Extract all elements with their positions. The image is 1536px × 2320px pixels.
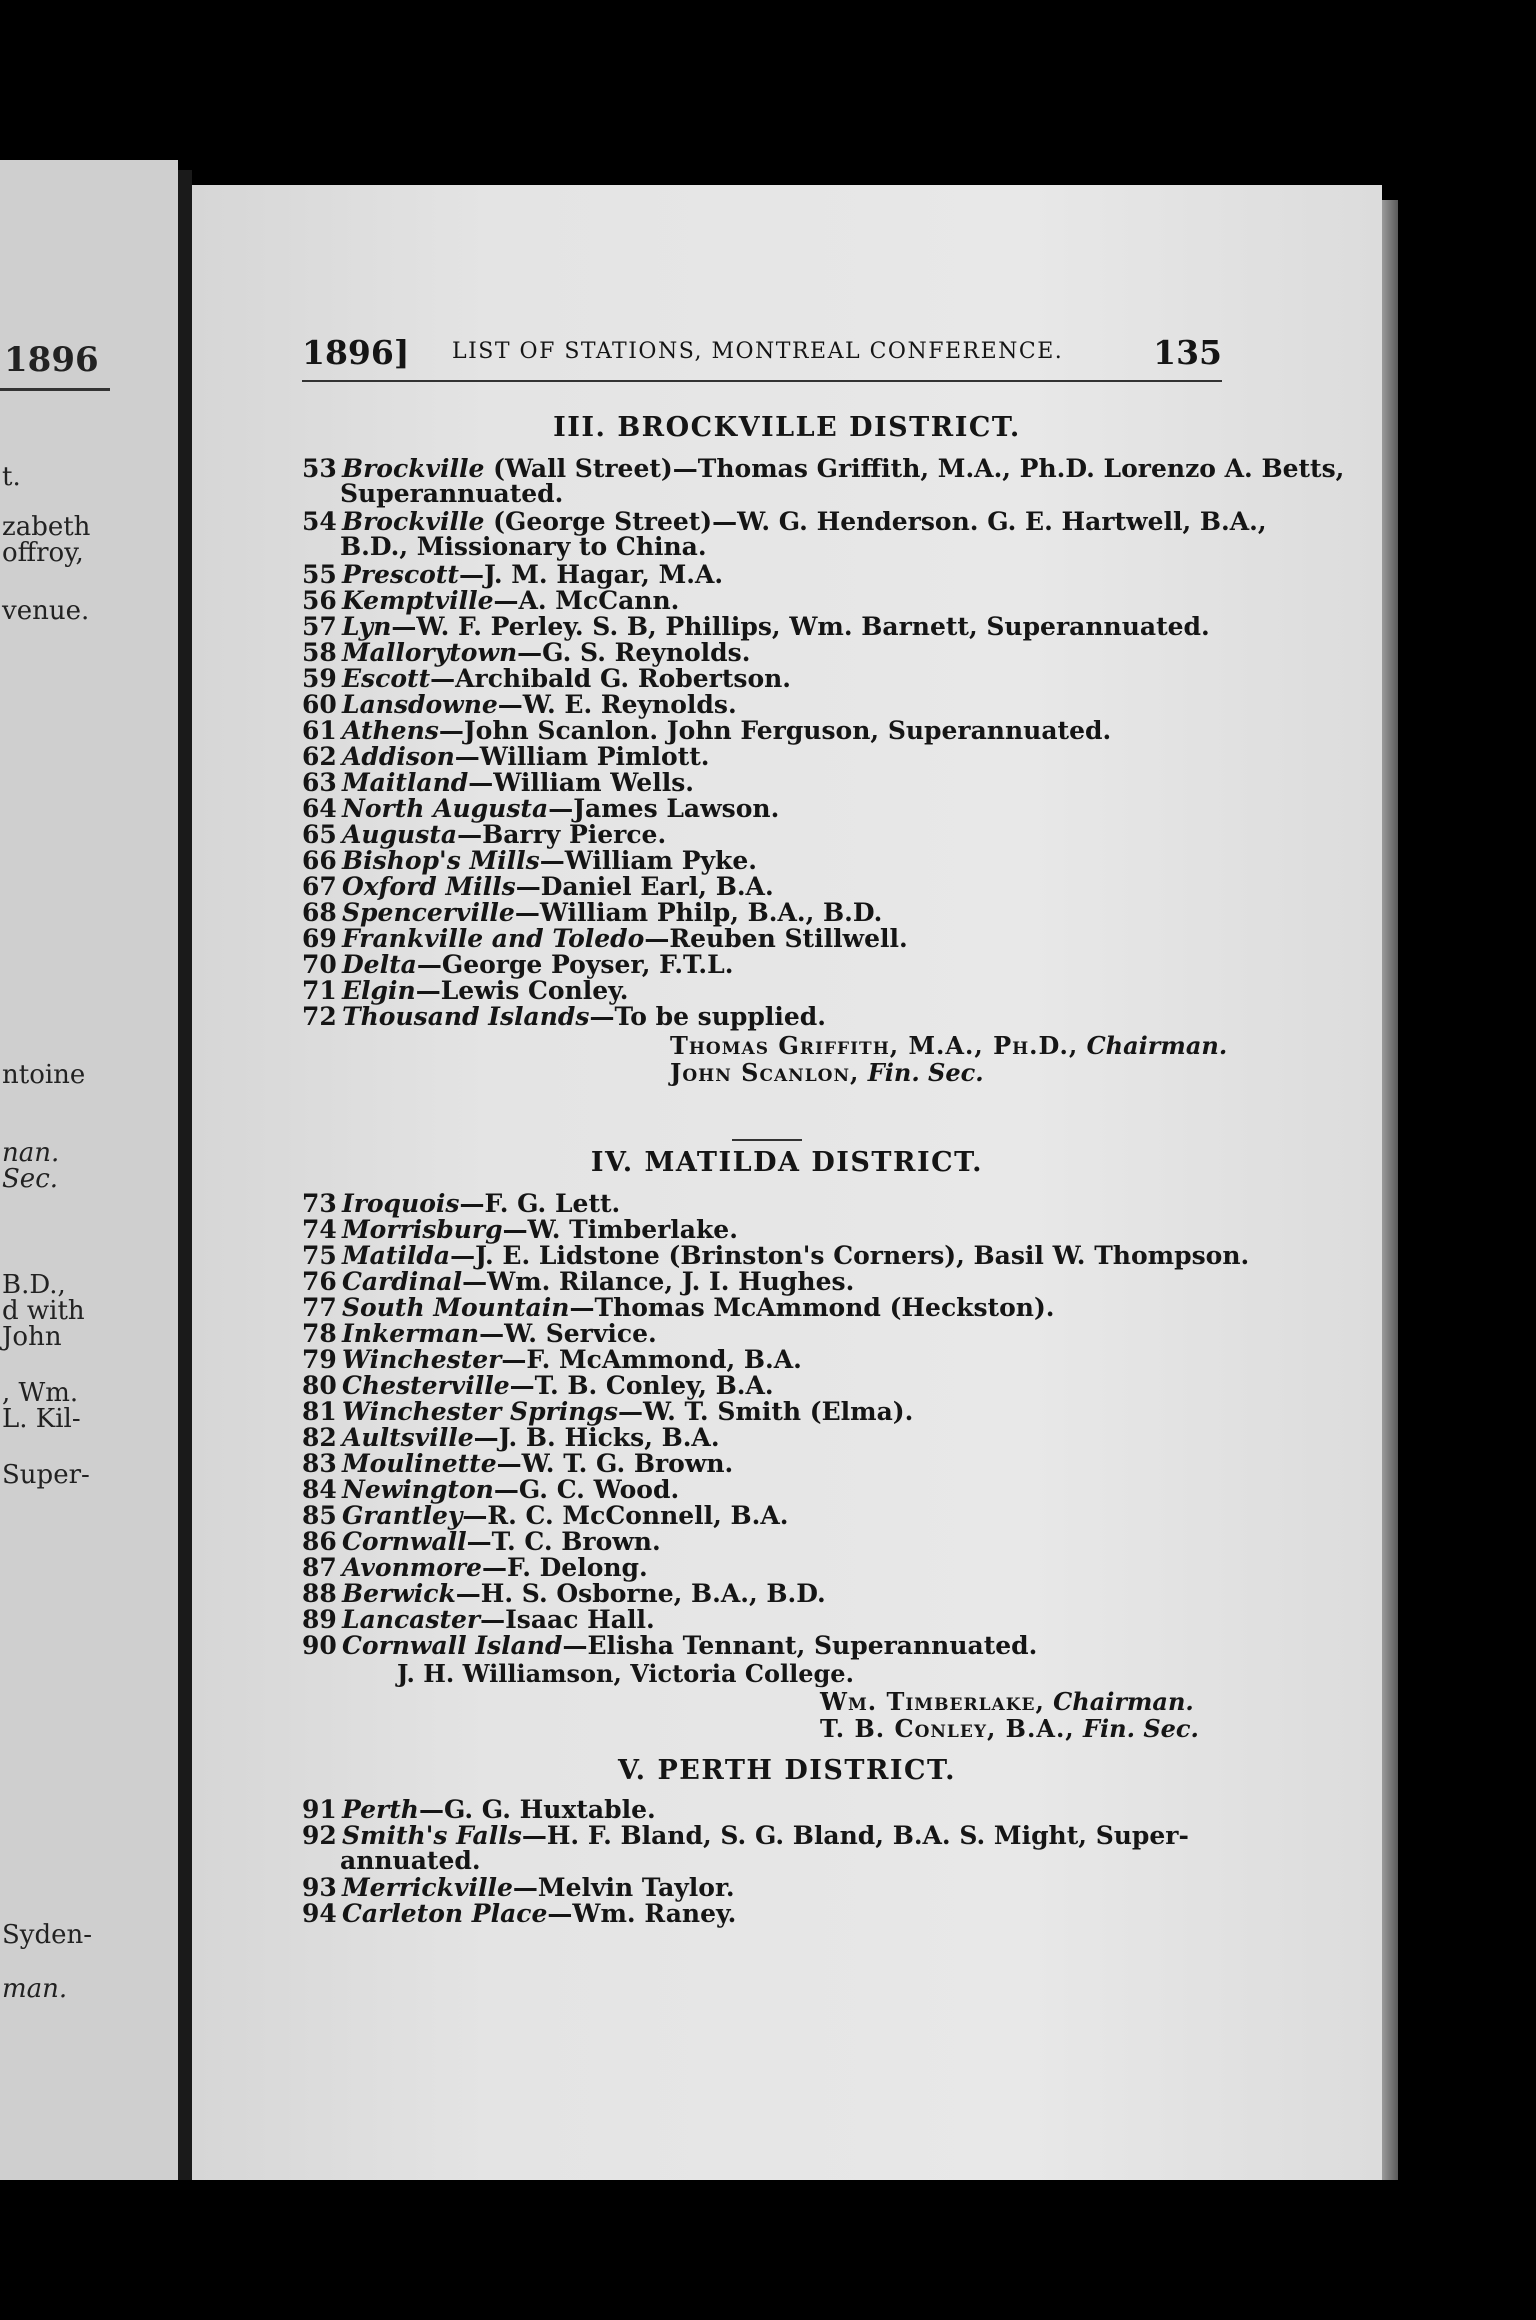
left-fragment: d with bbox=[2, 1296, 85, 1326]
station-entry bbox=[302, 1823, 1232, 1873]
entry-text: —William Pimlott. bbox=[454, 742, 710, 771]
entry-place: Smith's Falls bbox=[342, 1821, 522, 1850]
entry-number: 61 bbox=[302, 716, 337, 745]
station-entry bbox=[302, 1373, 1232, 1398]
entry-number: 66 bbox=[302, 846, 337, 875]
entry-number: 94 bbox=[302, 1899, 337, 1928]
left-fragment: venue. bbox=[2, 596, 90, 626]
entry-text: —W. E. Reynolds. bbox=[497, 690, 737, 719]
header-title: LIST OF STATIONS, MONTREAL CONFERENCE. bbox=[452, 339, 1064, 364]
entry-number: 88 bbox=[302, 1579, 337, 1608]
entry-place: Cornwall bbox=[342, 1527, 467, 1556]
entry-number: 56 bbox=[302, 586, 337, 615]
entry-continuation: B.D., Missionary to China. bbox=[340, 532, 707, 561]
entry-place: Grantley bbox=[342, 1501, 463, 1530]
entry-number: 64 bbox=[302, 794, 337, 823]
signature-role: Fin. Sec. bbox=[867, 1058, 984, 1087]
entry-text: —Lewis Conley. bbox=[415, 976, 629, 1005]
station-entry bbox=[302, 1477, 1232, 1502]
entry-text: (George Street)—W. G. Henderson. G. E. Hartwell, B.A., bbox=[484, 507, 1267, 536]
entry-number: 74 bbox=[302, 1215, 337, 1244]
entry-number: 55 bbox=[302, 560, 337, 589]
entry-place: Cornwall Island bbox=[342, 1631, 563, 1660]
entry-number: 81 bbox=[302, 1397, 337, 1426]
signature-fin-sec bbox=[820, 1714, 1199, 1743]
entry-text: —W. T. Smith (Elma). bbox=[617, 1397, 914, 1426]
left-page-header-rule bbox=[0, 388, 110, 391]
entry-text: —W. F. Perley. S. B, Phillips, Wm. Barnett, Superannuated. bbox=[391, 612, 1210, 641]
entry-number: 80 bbox=[302, 1371, 337, 1400]
station-entry bbox=[302, 744, 1232, 769]
entry-number: 84 bbox=[302, 1475, 337, 1504]
station-entry bbox=[302, 1555, 1232, 1580]
entry-number: 53 bbox=[302, 454, 337, 483]
entry-number: 83 bbox=[302, 1449, 337, 1478]
entry-number: 89 bbox=[302, 1605, 337, 1634]
entry-number: 54 bbox=[302, 507, 337, 536]
entry-text: —R. C. McConnell, B.A. bbox=[462, 1501, 789, 1530]
entry-place: Kemptville bbox=[342, 586, 494, 615]
left-page-fragment bbox=[0, 160, 178, 2180]
entry-text: —H. F. Bland, S. G. Bland, B.A. S. Might, Super- bbox=[521, 1821, 1189, 1850]
station-entry bbox=[302, 926, 1232, 951]
entry-number: 87 bbox=[302, 1553, 337, 1582]
entry-number: 75 bbox=[302, 1241, 337, 1270]
entry-text: —Wm. Raney. bbox=[547, 1899, 737, 1928]
entry-place: Oxford Mills bbox=[342, 872, 516, 901]
left-fragment: man. bbox=[2, 1974, 68, 2004]
station-entry bbox=[302, 978, 1232, 1003]
signature-name: Thomas Griffith, M.A., Ph.D., bbox=[670, 1031, 1079, 1060]
entry-text: —H. S. Osborne, B.A., B.D. bbox=[455, 1579, 826, 1608]
entry-place: Perth bbox=[342, 1795, 419, 1824]
entry-text: (Wall Street)—Thomas Griffith, M.A., Ph.D. Lorenzo A. Betts, bbox=[484, 454, 1345, 483]
station-entry bbox=[302, 770, 1232, 795]
section-divider bbox=[732, 1139, 802, 1141]
entry-text: —Archibald G. Robertson. bbox=[430, 664, 792, 693]
entry-text: —Melvin Taylor. bbox=[512, 1873, 735, 1902]
entry-text: —William Pyke. bbox=[539, 846, 757, 875]
station-entry bbox=[302, 718, 1232, 743]
entry-text: —Daniel Earl, B.A. bbox=[515, 872, 774, 901]
entry-number: 65 bbox=[302, 820, 337, 849]
entry-text: —G. G. Huxtable. bbox=[418, 1795, 656, 1824]
entry-number: 77 bbox=[302, 1293, 337, 1322]
station-entry bbox=[302, 1901, 1232, 1926]
entry-text: —John Scanlon. John Ferguson, Superannuated. bbox=[438, 716, 1112, 745]
entry-text: —George Poyser, F.T.L. bbox=[416, 950, 734, 979]
entry-place: North Augusta bbox=[342, 794, 549, 823]
station-entry bbox=[302, 692, 1232, 717]
entry-number: 71 bbox=[302, 976, 337, 1005]
station-entry bbox=[302, 822, 1232, 847]
station-entry bbox=[302, 1241, 1250, 1270]
entry-place: Matilda bbox=[342, 1241, 451, 1270]
signature-name: Wm. Timberlake, bbox=[820, 1687, 1045, 1716]
station-entry bbox=[302, 614, 1232, 639]
entry-place: Escott bbox=[342, 664, 431, 693]
entry-number: 92 bbox=[302, 1821, 337, 1850]
entry-text: —Reuben Stillwell. bbox=[644, 924, 908, 953]
entry-text: —J. E. Lidstone (Brinston's Corners), Basil W. Thompson. bbox=[450, 1241, 1250, 1270]
entry-text: —James Lawson. bbox=[548, 794, 780, 823]
station-entry bbox=[302, 1004, 1232, 1029]
entry-place: Lyn bbox=[342, 612, 392, 641]
station-entry bbox=[302, 848, 1232, 873]
signature-name: John Scanlon, bbox=[670, 1058, 860, 1087]
entry-text: —J. B. Hicks, B.A. bbox=[473, 1423, 720, 1452]
entry-place: Iroquois bbox=[342, 1189, 460, 1218]
entry-text: —W. T. G. Brown. bbox=[496, 1449, 734, 1478]
district-note: J. H. Williamson, Victoria College. bbox=[397, 1659, 854, 1688]
entry-place: South Mountain bbox=[342, 1293, 570, 1322]
left-fragment: offroy, bbox=[2, 538, 84, 568]
entry-place: Prescott bbox=[342, 560, 459, 589]
header-year: 1896] bbox=[302, 333, 410, 372]
signature-name: T. B. Conley, B.A., bbox=[820, 1714, 1075, 1743]
left-fragment: John bbox=[2, 1322, 62, 1352]
entry-number: 86 bbox=[302, 1527, 337, 1556]
entry-place: Mallorytown bbox=[342, 638, 518, 667]
entry-text: —Barry Pierce. bbox=[457, 820, 667, 849]
station-entry bbox=[302, 1347, 1232, 1372]
entry-number: 79 bbox=[302, 1345, 337, 1374]
entry-text: —J. M. Hagar, M.A. bbox=[458, 560, 724, 589]
entry-number: 57 bbox=[302, 612, 337, 641]
entry-text: —To be supplied. bbox=[589, 1002, 826, 1031]
entry-place: Athens bbox=[342, 716, 439, 745]
district-heading: III. BROCKVILLE DISTRICT. bbox=[553, 412, 1021, 443]
entry-number: 85 bbox=[302, 1501, 337, 1530]
entry-place: Chesterville bbox=[342, 1371, 510, 1400]
entry-place: Brockville bbox=[342, 507, 485, 536]
entry-text: —William Wells. bbox=[468, 768, 694, 797]
signature-role: Chairman. bbox=[1086, 1031, 1228, 1060]
page-edge bbox=[1382, 200, 1398, 2180]
entry-text: —F. Delong. bbox=[481, 1553, 648, 1582]
entry-place: Berwick bbox=[342, 1579, 456, 1608]
entry-place: Morrisburg bbox=[342, 1215, 503, 1244]
header-rule bbox=[302, 380, 1222, 382]
station-entry bbox=[302, 1875, 1232, 1900]
left-fragment: Syden- bbox=[2, 1920, 93, 1950]
entry-number: 82 bbox=[302, 1423, 337, 1452]
entry-place: Frankville and Toledo bbox=[342, 924, 645, 953]
entry-number: 93 bbox=[302, 1873, 337, 1902]
station-entry bbox=[302, 562, 1232, 587]
entry-place: Aultsville bbox=[342, 1423, 474, 1452]
station-entry bbox=[302, 1581, 1232, 1606]
entry-text: —F. McAmmond, B.A. bbox=[501, 1345, 802, 1374]
entry-place: Avonmore bbox=[342, 1553, 482, 1582]
entry-place: Addison bbox=[342, 742, 455, 771]
entry-text: —William Philp, B.A., B.D. bbox=[514, 898, 883, 927]
station-entry bbox=[302, 1295, 1232, 1320]
left-page-year: 1896 bbox=[4, 340, 99, 380]
entry-text: —Isaac Hall. bbox=[480, 1605, 655, 1634]
station-entry bbox=[302, 1607, 1232, 1632]
station-entry bbox=[302, 952, 1232, 977]
left-fragment: Super- bbox=[2, 1460, 90, 1490]
station-entry bbox=[302, 900, 1232, 925]
entry-place: Inkerman bbox=[342, 1319, 480, 1348]
station-entry bbox=[302, 1529, 1232, 1554]
left-fragment: ntoine bbox=[2, 1060, 86, 1090]
left-fragment: t. bbox=[2, 462, 21, 492]
station-entry bbox=[302, 507, 1267, 561]
district-heading: IV. MATILDA DISTRICT. bbox=[590, 1147, 984, 1178]
entry-text: —A. McCann. bbox=[493, 586, 680, 615]
entry-text: —W. Timberlake. bbox=[502, 1215, 738, 1244]
entry-place: Maitland bbox=[342, 768, 469, 797]
signature-chairman bbox=[670, 1031, 1227, 1060]
station-entry bbox=[302, 454, 1345, 508]
entry-number: 91 bbox=[302, 1795, 337, 1824]
entry-place: Spencerville bbox=[342, 898, 515, 927]
entry-text: —T. B. Conley, B.A. bbox=[509, 1371, 774, 1400]
document-page bbox=[192, 185, 1382, 2180]
entry-number: 63 bbox=[302, 768, 337, 797]
entry-place: Bishop's Mills bbox=[342, 846, 540, 875]
station-entry bbox=[302, 1503, 1232, 1528]
station-entry bbox=[302, 1425, 1232, 1450]
entry-number: 60 bbox=[302, 690, 337, 719]
entry-place: Thousand Islands bbox=[342, 1002, 590, 1031]
signature-role: Chairman. bbox=[1053, 1687, 1194, 1716]
entry-continuation: Superannuated. bbox=[340, 479, 564, 508]
page-number: 135 bbox=[1153, 333, 1222, 372]
entry-number: 59 bbox=[302, 664, 337, 693]
station-entry bbox=[302, 1217, 1232, 1242]
page-header bbox=[302, 333, 1222, 383]
signature-fin-sec bbox=[670, 1058, 984, 1087]
entry-number: 76 bbox=[302, 1267, 337, 1296]
entry-place: Merrickville bbox=[342, 1873, 513, 1902]
station-entry bbox=[302, 1797, 1232, 1822]
entry-number: 73 bbox=[302, 1189, 337, 1218]
entry-number: 62 bbox=[302, 742, 337, 771]
station-entry bbox=[302, 796, 1232, 821]
entry-text: —W. Service. bbox=[479, 1319, 657, 1348]
entry-text: —G. S. Reynolds. bbox=[517, 638, 751, 667]
left-fragment: , Wm. bbox=[2, 1378, 79, 1408]
entry-place: Augusta bbox=[342, 820, 458, 849]
entry-place: Carleton Place bbox=[342, 1899, 548, 1928]
station-entry bbox=[302, 1633, 1232, 1658]
entry-place: Winchester Springs bbox=[342, 1397, 618, 1426]
entry-place: Lansdowne bbox=[342, 690, 498, 719]
station-entry bbox=[302, 588, 1232, 613]
entry-number: 67 bbox=[302, 872, 337, 901]
station-entry bbox=[302, 666, 1232, 691]
signature-role: Fin. Sec. bbox=[1083, 1714, 1199, 1743]
entry-number: 69 bbox=[302, 924, 337, 953]
entry-text: —F. G. Lett. bbox=[459, 1189, 621, 1218]
entry-place: Newington bbox=[342, 1475, 494, 1504]
district-heading: V. PERTH DISTRICT. bbox=[617, 1755, 957, 1786]
entry-place: Moulinette bbox=[342, 1449, 497, 1478]
entry-place: Lancaster bbox=[342, 1605, 481, 1634]
entry-place: Winchester bbox=[342, 1345, 502, 1374]
book-gutter bbox=[178, 170, 192, 2180]
left-fragment: zabeth bbox=[2, 512, 91, 542]
entry-place: Cardinal bbox=[342, 1267, 463, 1296]
entry-place: Elgin bbox=[342, 976, 416, 1005]
left-fragment: nan. bbox=[2, 1138, 60, 1168]
station-entry bbox=[302, 874, 1232, 899]
signature-chairman bbox=[820, 1687, 1194, 1716]
entry-number: 68 bbox=[302, 898, 337, 927]
entry-number: 58 bbox=[302, 638, 337, 667]
entry-place: Delta bbox=[342, 950, 417, 979]
left-fragment: Sec. bbox=[2, 1164, 59, 1194]
entry-number: 70 bbox=[302, 950, 337, 979]
entry-place: Brockville bbox=[342, 454, 485, 483]
left-fragment: B.D., bbox=[2, 1270, 66, 1300]
entry-number: 78 bbox=[302, 1319, 337, 1348]
station-entry bbox=[302, 1191, 1232, 1216]
station-entry bbox=[302, 1451, 1232, 1476]
station-entry bbox=[302, 1321, 1232, 1346]
station-entry bbox=[302, 640, 1232, 665]
entry-text: —Elisha Tennant, Superannuated. bbox=[562, 1631, 1038, 1660]
station-entry bbox=[302, 1399, 1232, 1424]
entry-number: 72 bbox=[302, 1002, 337, 1031]
entry-text: —Wm. Rilance, J. I. Hughes. bbox=[462, 1267, 855, 1296]
entry-text: —T. C. Brown. bbox=[466, 1527, 661, 1556]
entry-text: —Thomas McAmmond (Heckston). bbox=[569, 1293, 1055, 1322]
station-entry bbox=[302, 1269, 1232, 1294]
entry-text: —G. C. Wood. bbox=[493, 1475, 680, 1504]
entry-continuation: annuated. bbox=[340, 1846, 481, 1875]
left-fragment: L. Kil- bbox=[2, 1404, 81, 1434]
entry-number: 90 bbox=[302, 1631, 337, 1660]
